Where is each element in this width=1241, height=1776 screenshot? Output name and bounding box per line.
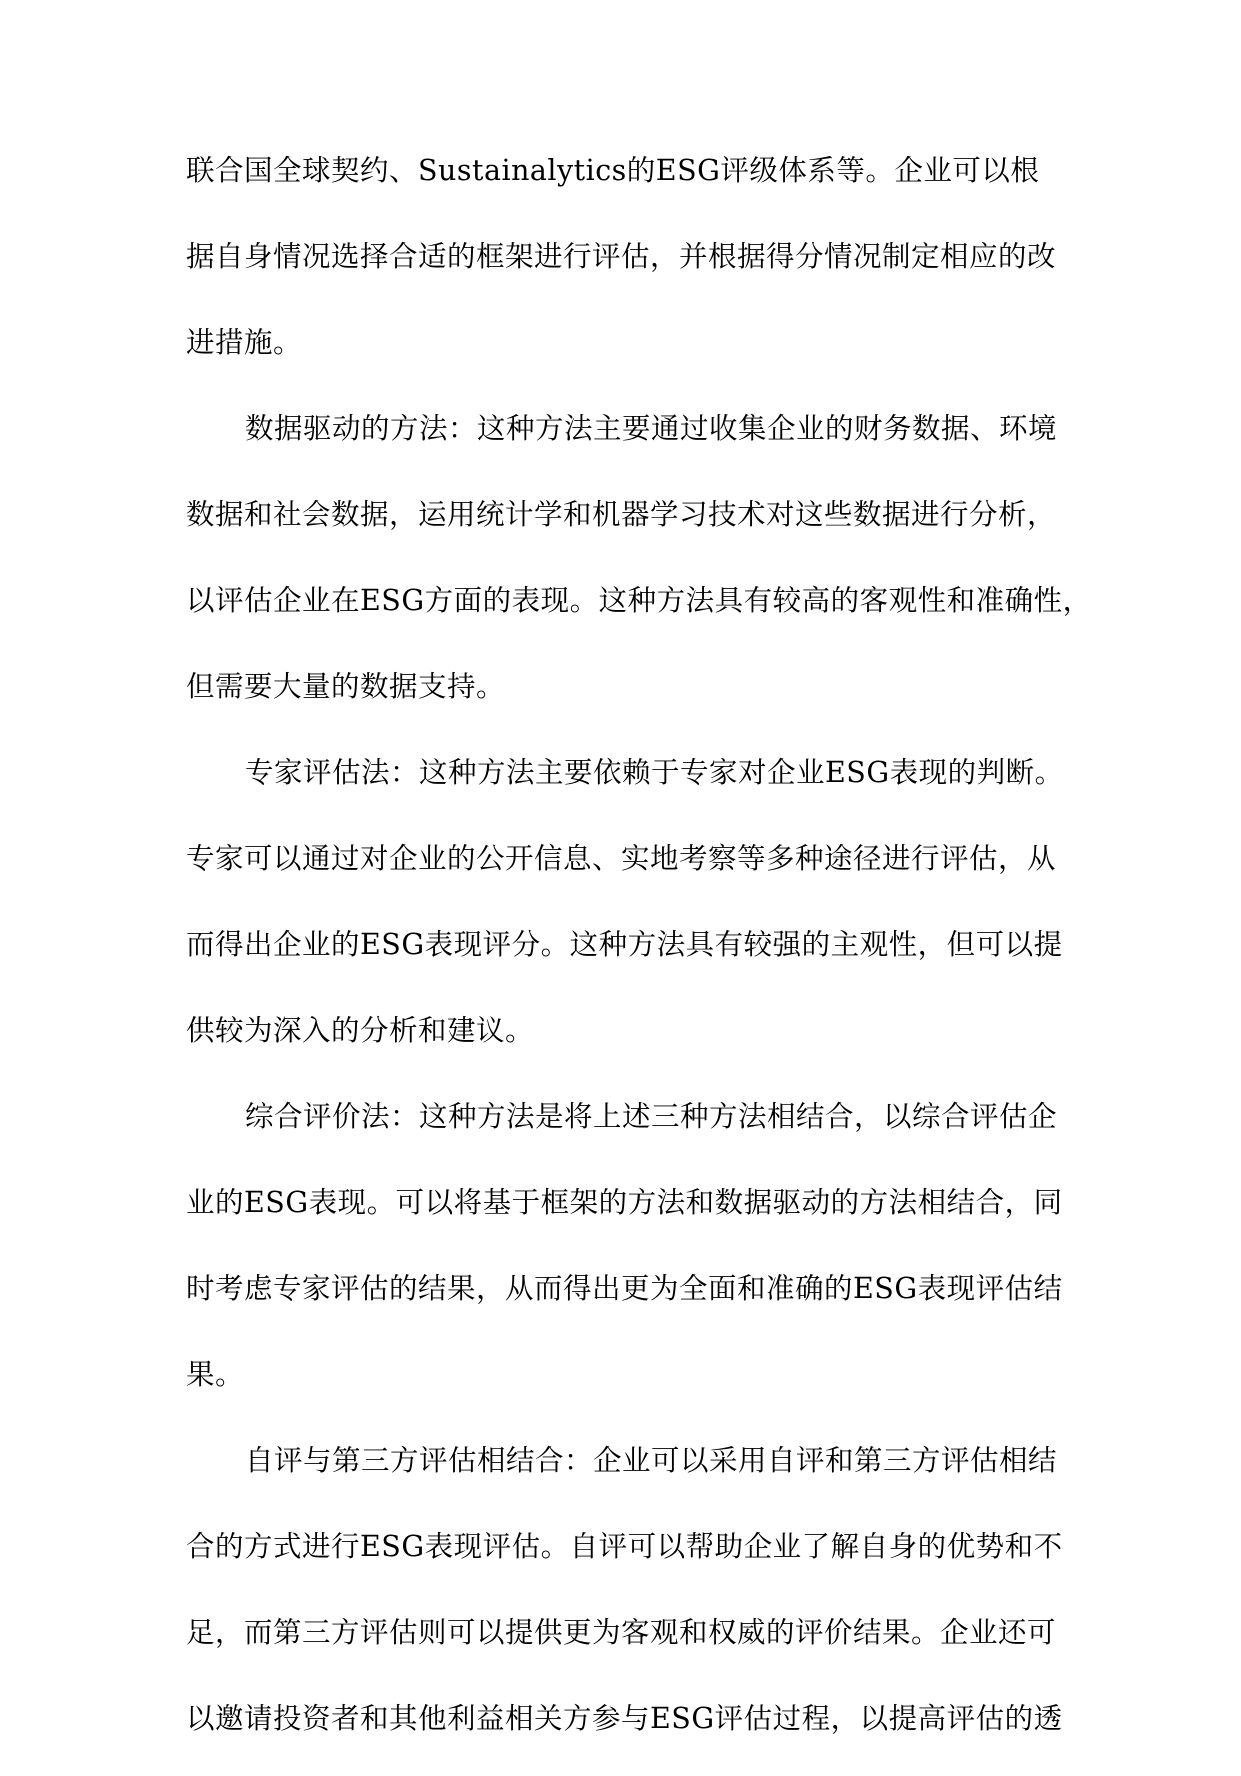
text-line: 联合国全球契约、Sustainalytics的ESG评级体系等。企业可以根	[186, 154, 1040, 187]
text-line: 供较为深入的分析和建议。	[186, 1014, 535, 1047]
text-line: 以评估企业在ESG方面的表现。这种方法具有较高的客观性和准确性，	[186, 584, 1092, 617]
text-line: 而得出企业的ESG表现评分。这种方法具有较强的主观性，但可以提	[186, 928, 1063, 961]
text-line: 进措施。	[186, 326, 303, 359]
paragraph-start-line: 自评与第三方评估相结合：企业可以采用自评和第三方评估相结	[245, 1444, 1058, 1477]
text-line: 合的方式进行ESG表现评估。自评可以帮助企业了解自身的优势和不	[186, 1530, 1063, 1563]
text-line: 数据和社会数据，运用统计学和机器学习技术对这些数据进行分析，	[186, 498, 1057, 531]
text-line: 果。	[186, 1358, 245, 1391]
text-line: 但需要大量的数据支持。	[186, 670, 506, 703]
text-line: 据自身情况选择合适的框架进行评估，并根据得分情况制定相应的改	[186, 240, 1057, 273]
paragraph-start-line: 数据驱动的方法：这种方法主要通过收集企业的财务数据、环境	[245, 412, 1058, 445]
text-line: 业的ESG表现。可以将基于框架的方法和数据驱动的方法相结合，同	[186, 1186, 1063, 1219]
paragraph-start-line: 专家评估法：这种方法主要依赖于专家对企业ESG表现的判断。	[245, 756, 1064, 789]
text-line: 时考虑专家评估的结果，从而得出更为全面和准确的ESG表现评估结	[186, 1272, 1063, 1305]
text-line: 专家可以通过对企业的公开信息、实地考察等多种途径进行评估，从	[186, 842, 1057, 875]
text-line: 足，而第三方评估则可以提供更为客观和权威的评价结果。企业还可	[186, 1616, 1057, 1649]
paragraph-start-line: 综合评价法：这种方法是将上述三种方法相结合，以综合评估企	[245, 1100, 1058, 1133]
document-body	[186, 142, 1092, 1776]
text-line: 以邀请投资者和其他利益相关方参与ESG评估过程，以提高评估的透	[186, 1702, 1063, 1735]
